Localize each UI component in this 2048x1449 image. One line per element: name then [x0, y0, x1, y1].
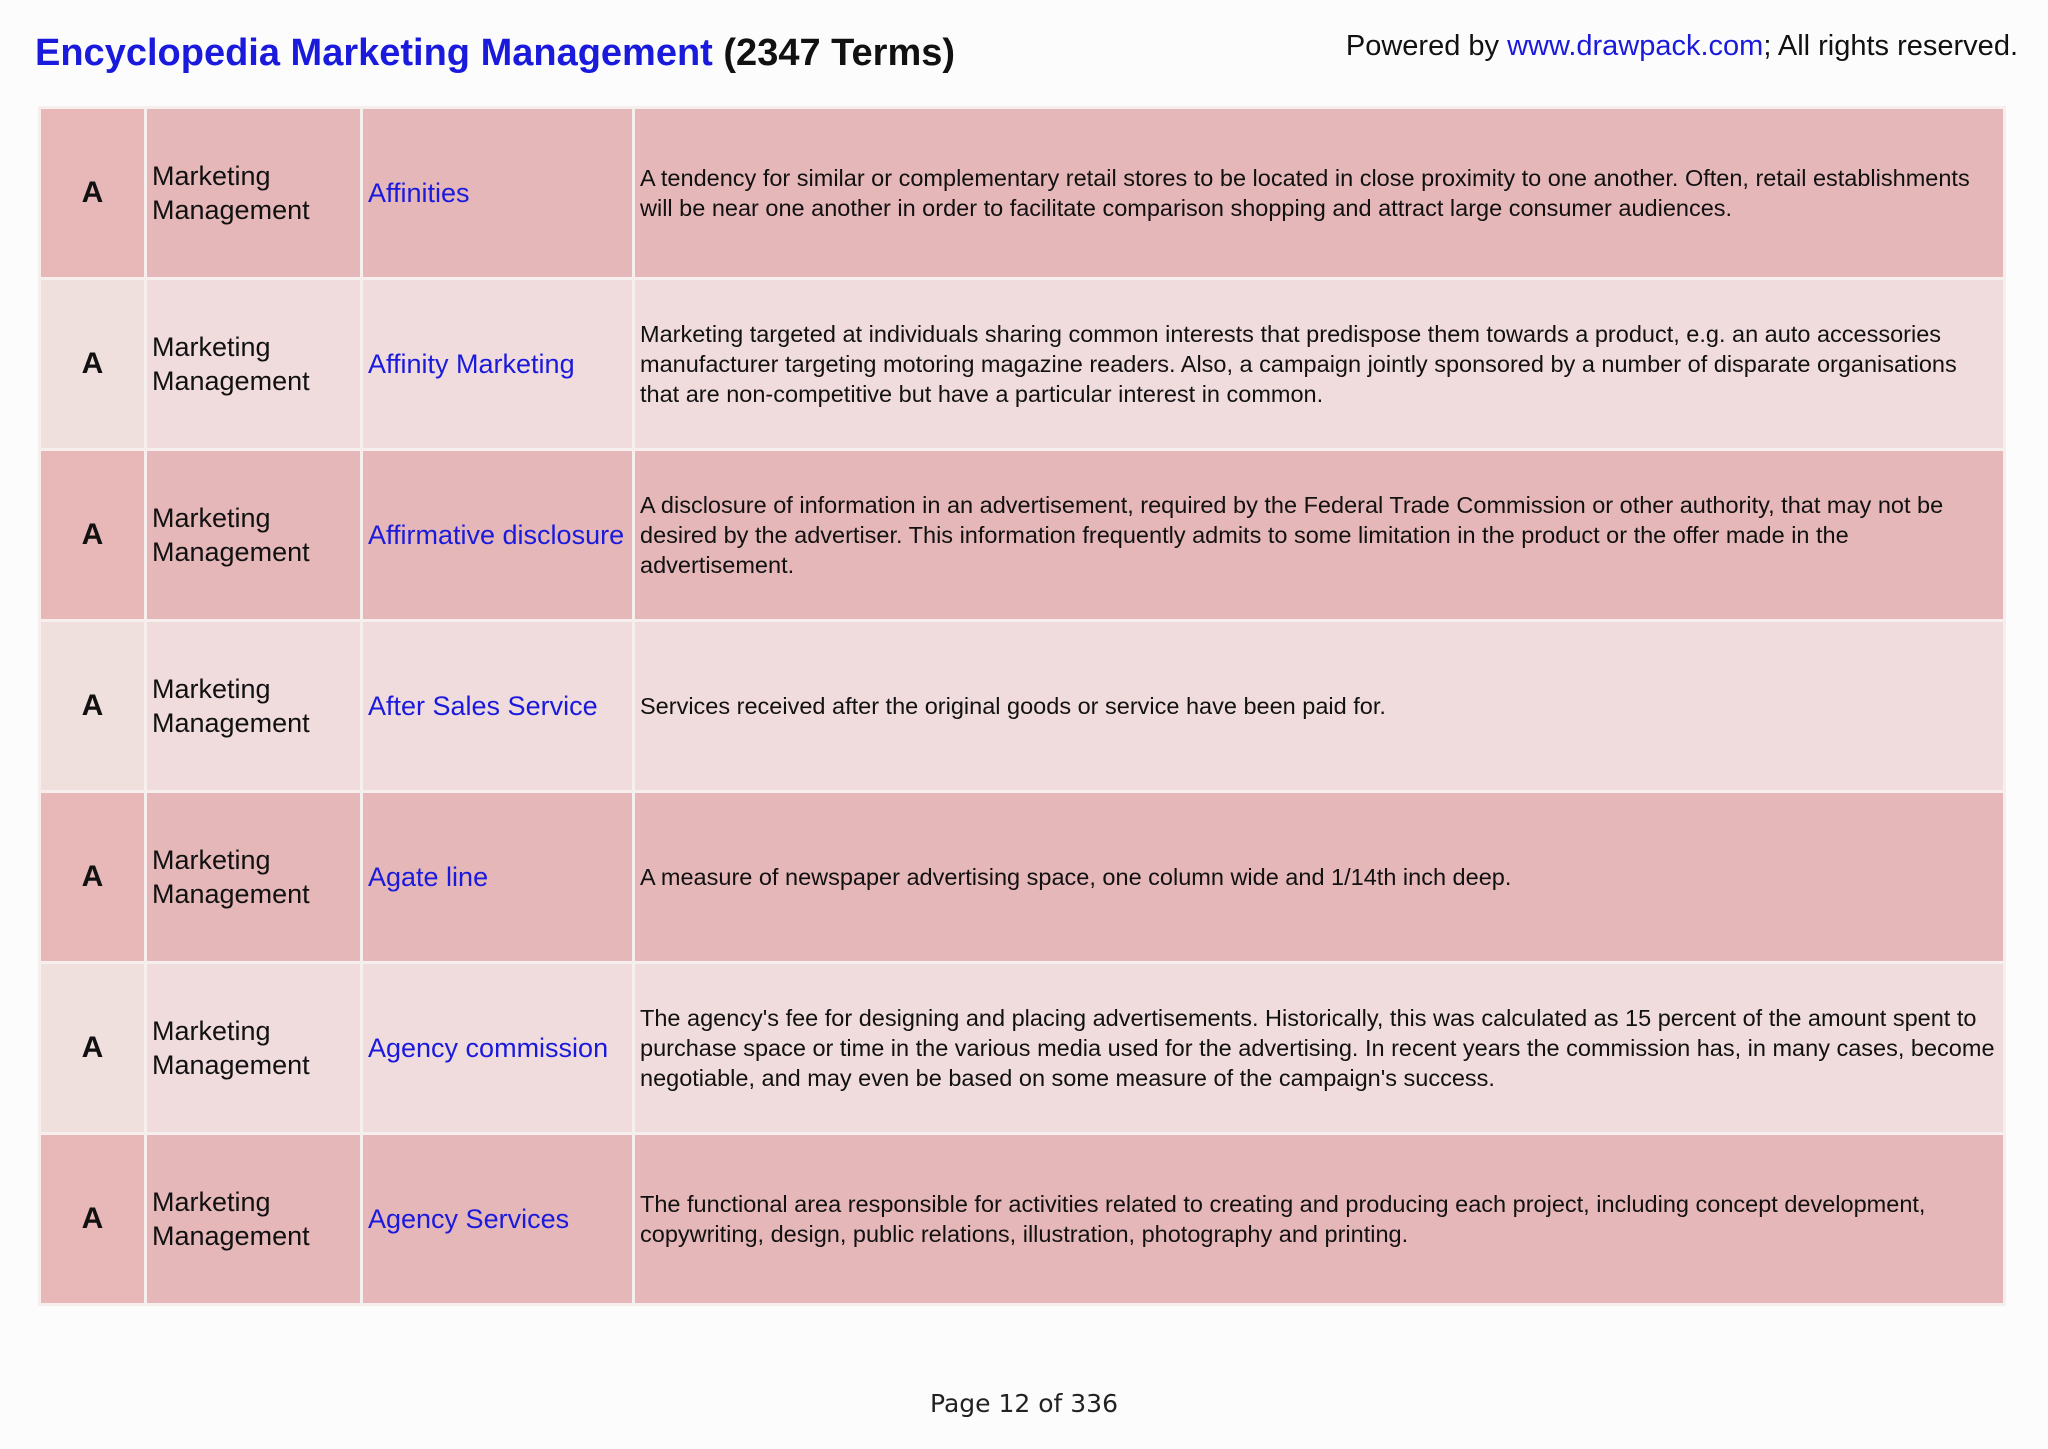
- table-row: [40, 621, 2005, 792]
- letter-cell: A: [40, 279, 146, 450]
- term-link[interactable]: Affinity Marketing: [362, 279, 634, 450]
- definition-cell: A tendency for similar or complementary retail stores to be located in close proximity to one another. Often, retail establishments will be near one another in order to facilitate comparison shopping and attract large consumer audiences.: [634, 108, 2005, 279]
- title-main: Encyclopedia Marketing Management: [35, 32, 713, 74]
- definition-cell: The functional area responsible for activities related to creating and producing each project, including concept development, copywriting, design, public relations, illustration, photography and printing.: [634, 1134, 2005, 1305]
- title-term-count: (2347 Terms): [723, 32, 956, 74]
- definition-cell: Marketing targeted at individuals sharing common interests that predispose them towards a product, e.g. an auto accessories manufacturer targeting motoring magazine readers. Also, a campaign jointly sponsored by a number of disparate organisations that are non-competitive but have a particular interest in common.: [634, 279, 2005, 450]
- definition-cell: The agency's fee for designing and placing advertisements. Historically, this was calculated as 15 percent of the amount spent to purchase space or time in the various media used for the advertising. In recent years the commission has, in many cases, become negotiable, and may even be based on some measure of the campaign's success.: [634, 963, 2005, 1134]
- letter-cell: A: [40, 792, 146, 963]
- definition-cell: A disclosure of information in an advertisement, required by the Federal Trade Commission or other authority, that may not be desired by the advertiser. This information frequently admits to some limitation in the product or the offer made in the advertisement.: [634, 450, 2005, 621]
- table-row: [40, 1134, 2005, 1305]
- table-row: [40, 108, 2005, 279]
- category-cell: Marketing Management: [146, 1134, 362, 1305]
- category-cell: Marketing Management: [146, 963, 362, 1134]
- page-number: Page 12 of 336: [930, 1389, 1118, 1418]
- letter-cell: A: [40, 963, 146, 1134]
- page-header: [35, 26, 2018, 86]
- table-row: [40, 450, 2005, 621]
- category-cell: Marketing Management: [146, 621, 362, 792]
- table-row: [40, 279, 2005, 450]
- definition-cell: A measure of newspaper advertising space, one column wide and 1/14th inch deep.: [634, 792, 2005, 963]
- letter-cell: A: [40, 108, 146, 279]
- category-cell: Marketing Management: [146, 450, 362, 621]
- definition-cell: Services received after the original goods or service have been paid for.: [634, 621, 2005, 792]
- term-link[interactable]: Affirmative disclosure: [362, 450, 634, 621]
- term-link[interactable]: Agate line: [362, 792, 634, 963]
- category-cell: Marketing Management: [146, 108, 362, 279]
- table-row: [40, 963, 2005, 1134]
- powered-suffix: ; All rights reserved.: [1763, 30, 2018, 62]
- table-row: [40, 792, 2005, 963]
- powered-prefix: Powered by: [1345, 30, 1508, 62]
- term-link[interactable]: Agency commission: [362, 963, 634, 1134]
- document-title: [35, 32, 955, 75]
- drawpack-link[interactable]: www.drawpack.com: [1507, 30, 1764, 62]
- term-link[interactable]: After Sales Service: [362, 621, 634, 792]
- letter-cell: A: [40, 450, 146, 621]
- term-link[interactable]: Affinities: [362, 108, 634, 279]
- letter-cell: A: [40, 1134, 146, 1305]
- letter-cell: A: [40, 621, 146, 792]
- category-cell: Marketing Management: [146, 279, 362, 450]
- powered-by-notice: [1346, 30, 2018, 63]
- terms-table: [38, 106, 2006, 1306]
- category-cell: Marketing Management: [146, 792, 362, 963]
- term-link[interactable]: Agency Services: [362, 1134, 634, 1305]
